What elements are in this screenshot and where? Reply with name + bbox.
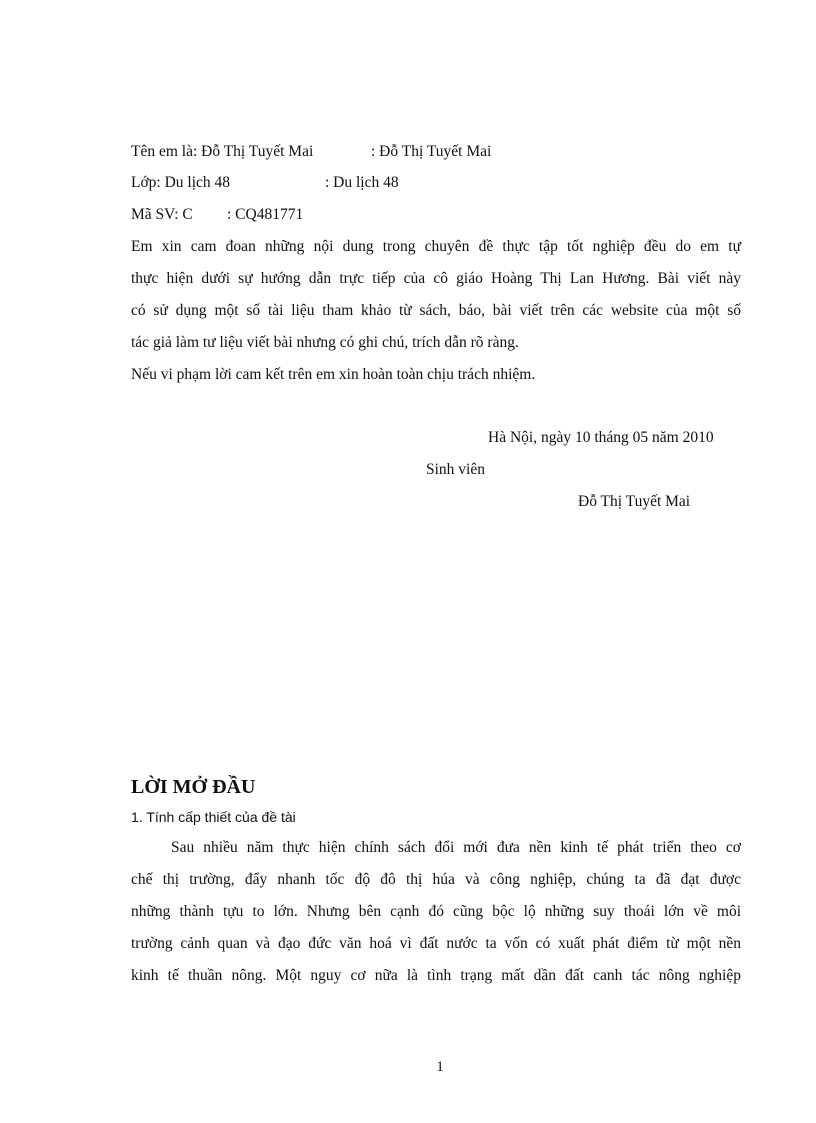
- declaration-paragraph-line-3: có sử dụng một số tài liệu tham khảo từ sách, báo, bài viết trên các website của một số: [131, 302, 741, 319]
- name-value: : Đỗ Thị Tuyết Mai: [371, 143, 492, 160]
- student-id-value: : CQ481771: [227, 206, 304, 223]
- intro-body-line-2: chế thị trường, đẩy nhanh tốc độ đô thị húa và công nghiệp, chúng ta đã đạt được: [131, 871, 741, 888]
- student-id-label: Mã SV: C: [131, 206, 193, 223]
- section-title: 1. Tính cấp thiết của đề tài: [131, 809, 296, 825]
- declaration-paragraph-line-4: tác giả làm tư liệu viết bài nhưng có ghi chú, trích dẫn rõ ràng.: [131, 334, 519, 351]
- commitment-line: Nếu vi phạm lời cam kết trên em xin hoàn toàn chịu trách nhiệm.: [131, 366, 536, 383]
- student-id-line: [131, 205, 304, 225]
- class-line: [131, 173, 399, 193]
- intro-body-line-5: kinh tế thuần nông. Một nguy cơ nữa là tình trạng mất dần đất canh tác nông nghiệp: [131, 967, 741, 984]
- declaration-paragraph-line-2: thực hiện dưới sự hướng dẫn trực tiếp của cô giáo Hoàng Thị Lan Hương. Bài viết này: [131, 270, 741, 287]
- declaration-paragraph-line-1: Em xin cam đoan những nội dung trong chuyên đề thực tập tốt nghiệp đều do em tự: [131, 238, 741, 255]
- class-label: Lớp: Du lịch 48: [131, 174, 231, 191]
- name-line: [131, 142, 492, 162]
- name-label: Tên em là: Đỗ Thị Tuyết Mai: [131, 143, 314, 160]
- intro-body-line-4: trường cảnh quan và đạo đức văn hoá vì đất nước ta vốn có xuất phát điểm từ một nền: [131, 935, 741, 952]
- place-date: Hà Nội, ngày 10 tháng 05 năm 2010: [488, 429, 714, 446]
- signer-name: Đỗ Thị Tuyết Mai: [578, 493, 691, 510]
- signer-role: Sinh viên: [426, 461, 485, 478]
- page-number: 1: [436, 1059, 444, 1075]
- intro-body-line-1: Sau nhiều năm thực hiện chính sách đổi mới đưa nền kinh tế phát triển theo cơ: [171, 839, 741, 856]
- intro-body-line-3: những thành tựu to lớn. Nhưng bên cạnh đó cũng bộc lộ những suy thoái lớn về môi: [131, 903, 741, 920]
- intro-heading: LỜI MỞ ĐẦU: [131, 776, 256, 798]
- class-value: : Du lịch 48: [325, 174, 399, 191]
